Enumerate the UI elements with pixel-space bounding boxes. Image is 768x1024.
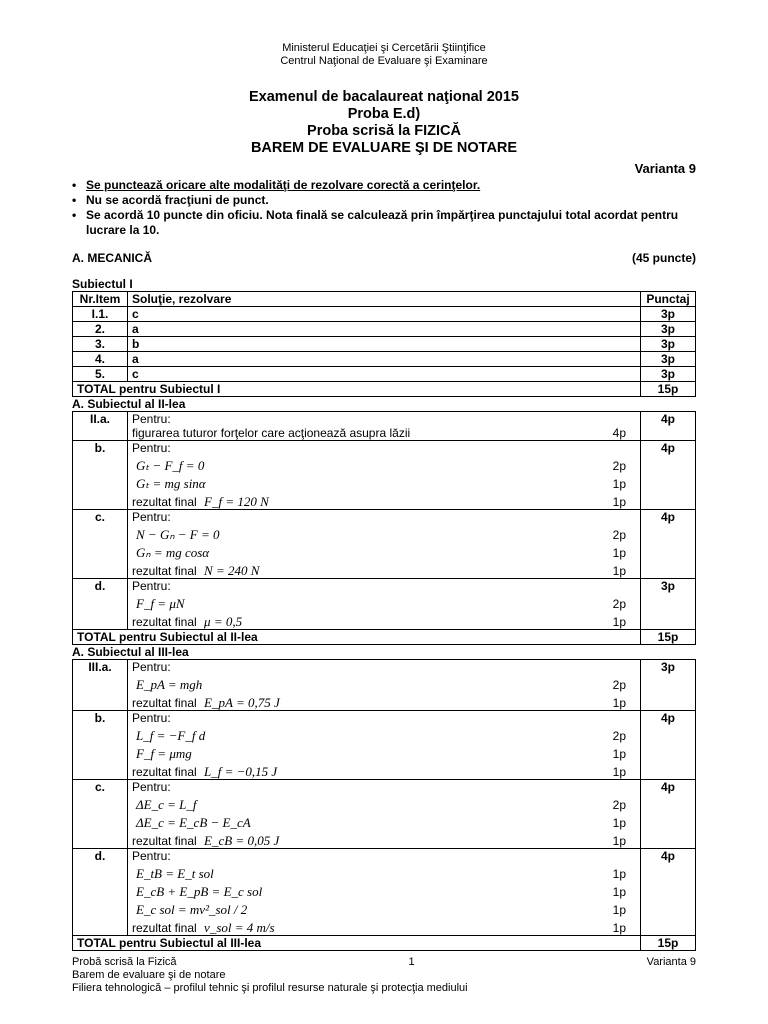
table-row: b. Pentru: Gₜ − F_f = 0 2p Gₜ = mg sinα 1p rezultat final F_f = 120 N 1p 4p	[73, 441, 696, 510]
table-row: d. Pentru: F_f = μN 2p rezultat final μ = 0,5 1p 3p	[73, 579, 696, 630]
section-heading	[72, 251, 696, 265]
table-row: 5. c 3p	[73, 367, 696, 382]
subject-1-heading: Subiectul I	[72, 277, 133, 291]
total-row: TOTAL pentru Subiectul al II-lea 15p	[73, 630, 696, 645]
footer-line-2: Barem de evaluare şi de notare	[72, 969, 226, 981]
table-row: 4. a 3p	[73, 352, 696, 367]
title-line-4: BAREM DE EVALUARE ŞI DE NOTARE	[250, 140, 518, 156]
subject-1-table	[72, 291, 696, 397]
document-page	[72, 0, 696, 951]
footer-exam: Probă scrisă la Fizică	[72, 956, 177, 968]
page-number: 1	[408, 956, 415, 968]
table-row: III.a. Pentru: E_pA = mgh 2p rezultat final E_pA = 0,75 J 1p 3p	[73, 660, 696, 711]
table-row: II.a. Pentru: figurarea tuturor forţelor care acţionează asupra lăzii 4p 4p	[73, 412, 696, 441]
instruction-item: • Se punctează oricare alte modalităţi de rezolvare corectă a cerinţelor.	[72, 178, 481, 192]
total-row: TOTAL pentru Subiectul I 15p	[73, 382, 696, 397]
subject-2-heading: A. Subiectul al II-lea	[72, 397, 186, 411]
instruction-item: • Nu se acordă fracţiuni de punct.	[72, 193, 269, 207]
ministry-header	[72, 0, 696, 68]
footer-line-3: Filiera tehnologică – profilul tehnic şi profilul resurse naturale şi protecţia mediului	[72, 982, 468, 994]
exam-titles	[72, 89, 696, 157]
section-title: A. MECANICĂ	[72, 251, 152, 265]
total-row: TOTAL pentru Subiectul al III-lea 15p	[73, 936, 696, 951]
table-row: 3. b 3p	[73, 337, 696, 352]
instructions-list	[72, 178, 696, 238]
col-header-item: Nr.Item	[73, 292, 128, 307]
title-line-1: Examenul de bacalaureat naţional 2015	[249, 89, 519, 105]
table-row: c. Pentru: ΔE_c = L_f 2p ΔE_c = E_cB − E_cA 1p rezultat final E_cB = 0,05 J 1p 4p	[73, 780, 696, 849]
table-row: b. Pentru: L_f = −F_f d 2p F_f = μmg 1p rezultat final L_f = −0,15 J 1p 4p	[73, 711, 696, 780]
section-points: (45 puncte)	[631, 251, 696, 265]
page-footer	[72, 956, 696, 995]
title-line-2: Proba E.d)	[347, 106, 421, 122]
table-row: I.1. c 3p	[73, 307, 696, 322]
title-line-3: Proba scrisă la FIZICĂ	[307, 123, 461, 139]
instruction-item: • Se acordă 10 puncte din oficiu. Nota finală se calculează prin împărţirea punctajului total acordat pentru lucrare la 10.	[72, 208, 679, 237]
table-row: 2. a 3p	[73, 322, 696, 337]
subject-2-table	[72, 411, 696, 645]
variant-label: Varianta 9	[634, 161, 696, 176]
subject-3-heading: A. Subiectul al III-lea	[72, 645, 189, 659]
footer-variant: Varianta 9	[646, 956, 696, 968]
ministry-line-1: Ministerul Educaţiei şi Cercetării Ştiinţifice	[282, 42, 486, 54]
ministry-line-2: Centrul Naţional de Evaluare şi Examinare	[280, 55, 488, 67]
table-row: c. Pentru: N − Gₙ − F = 0 2p Gₙ = mg cosα 1p rezultat final N = 240 N 1p 4p	[73, 510, 696, 579]
table-row: d. Pentru: E_tB = E_t sol 1p E_cB + E_pB = E_c sol 1p E_c sol = mv²_sol / 2 1p rezultat final v_sol = 4 m/s 1p 4p	[73, 849, 696, 936]
subject-3-table	[72, 659, 696, 951]
col-header-points: Punctaj	[641, 292, 696, 307]
col-header-solution: Soluţie, rezolvare	[128, 292, 641, 307]
